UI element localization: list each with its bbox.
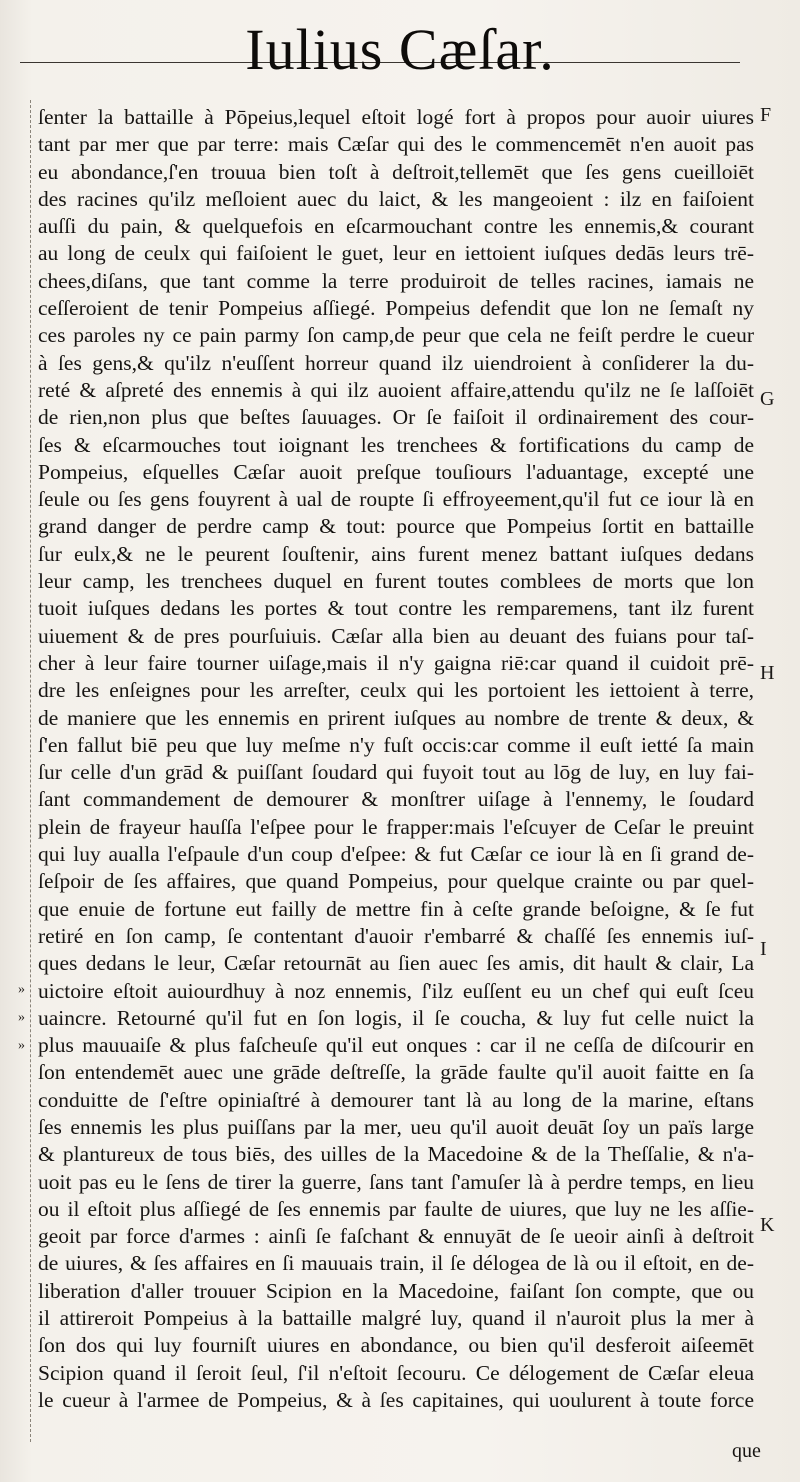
text-line: conduitte de ſ'eſtre opiniaſtré à demourer tant là au long de la marine, eſtans [38, 1087, 754, 1112]
text-line: plus mauuaiſe & plus faſcheuſe qu'il eut onques : car il ne ceſſa de diſcourir en [38, 1033, 754, 1058]
text-line: ſenter la battaille à Pōpeius,lequel eſtoit logé fort à propos pour auoir uiures [38, 105, 754, 129]
text-line: geoit par force d'armes : ainſi ſe faſchant & ennuyāt de ſe ueoir ainſi à deſtroit [38, 1224, 754, 1249]
text-line: grand danger de perdre camp & tout: pource que Pompeius ſortit en battaille [38, 514, 754, 539]
running-title: Iulius Cæſar. [245, 17, 555, 82]
margin-letter-g: G [760, 388, 775, 410]
page-gutter-edge [30, 100, 31, 1442]
text-line: reté & aſpreté des ennemis à qui ilz auoient affaire,attendu qu'ilz ne ſe laſſoiēt [38, 377, 754, 402]
text-line: il attireroit Pompeius à la battaille malgré luy, quand il n'auroit plus la mer à [38, 1306, 754, 1331]
text-line: ſur eulx,& ne le peurent ſouſtenir, ains furent menez battant iuſques dedans [38, 541, 754, 566]
text-line: ou il eſtoit plus aſſiegé de ſes ennemis par faulte de uiures, que luy ne les aſſie- [38, 1196, 754, 1221]
text-line: ſes ennemis les plus puiſſans par la mer, ueu qu'il auoit deuāt ſoy un païs large [38, 1114, 754, 1139]
text-line: au long de ceulx qui faiſoient le guet, leur en iettoient iuſques dedās leurs trē- [38, 241, 754, 266]
text-line: dre les enſeignes pour les arreſter, ceulx qui les portoient les iettoient à terre, [38, 678, 754, 703]
text-line: auſſi du pain, & quelquefois en eſcarmouchant contre les ennemis,& courant [38, 214, 754, 239]
text-line: ſ'en fallut biē peu que luy meſme n'y fuſt occis:car comme il euſt ietté ſa main [38, 732, 754, 757]
text-line: de rien,non plus que beſtes ſauuages. Or ſe faiſoit il ordinairement des cour- [38, 405, 754, 430]
text-line: ſon entendemēt auec une grāde deſtreſſe, la grāde faulte qu'il auoit faitte en ſa [38, 1060, 754, 1085]
text-line: uoit pas eu le ſens de tirer la guerre, ſans tant ſ'amuſer là à perdre temps, en lieu [38, 1169, 754, 1194]
margin-letter-f: F [760, 104, 772, 126]
text-line: ſant commandement de demourer & monſtrer uiſage à l'ennemy, le ſoudard [38, 787, 754, 812]
text-line: de uiures, & ſes affaires en ſi mauuais train, il ſe délogea de là ou il eſtoit, en de- [38, 1251, 754, 1276]
quote-mark: » [18, 982, 25, 997]
text-line: cher à leur faire tourner uiſage,mais il n'y gaigna riē:car quand il cuidoit prē- [38, 650, 754, 675]
text-line: le cueur à l'armee de Pompeius, & à ſes capitaines, qui uoulurent à toute force [38, 1387, 754, 1412]
text-line: ces paroles ny ce pain parmy ſon camp,de peur que cela ne feiſt perdre le cueur [38, 323, 754, 348]
quote-mark: » [18, 1038, 25, 1053]
text-line: ſur celle d'un grād & puiſſant ſoudard qui fuyoit tout au lōg de luy, en luy fai- [38, 760, 754, 785]
text-line: qui luy aualla l'eſpaule d'un coup d'eſpee: & fut Cæſar ce iour là en ſi grand de- [38, 842, 754, 867]
catchword: que [732, 1440, 761, 1462]
text-line: ques dedans le leur, Cæſar retournāt au ſien auec ſes amis, dit hault & clair, La [38, 951, 754, 976]
text-line: uictoire eſtoit auiourdhuy à noz ennemis, ſ'ilz euſſent eu un chef qui euſt ſceu [38, 978, 754, 1003]
text-line: tant par mer que par terre: mais Cæſar qui des le commencemēt n'en auoit pas [38, 132, 754, 157]
text-line: uiuement & de pres pourſuiuis. Cæſar alla bien au deuant des fuians pour taſ- [38, 623, 754, 648]
text-line: liberation d'aller trouuer Scipion en la Macedoine, faiſant ſon compte, que ou [38, 1278, 754, 1303]
margin-letter-h: H [760, 662, 775, 684]
text-line: des racines qu'ilz meſloient auec du laict, & les mangeoient : ilz en faiſoient [38, 186, 754, 211]
text-line: Pompeius, eſquelles Cæſar auoit preſque touſiours l'aduantage, excepté une [38, 459, 754, 484]
quote-mark: » [18, 1010, 25, 1025]
text-line: à ſes gens,& qu'ilz n'euſſent horreur quand ilz uiendroient à conſiderer la du- [38, 350, 754, 375]
text-line: & plantureux de tous biēs, des uilles de la Macedoine & de la Theſſalie, & n'a- [38, 1142, 754, 1167]
text-line: de maniere que les ennemis en prirent iuſques au nombre de trente & deux, & [38, 705, 754, 730]
margin-letter-i: I [760, 938, 767, 960]
text-line: que enuie de fortune eut failly de mettre fin à ceſte grande beſoigne, & ſe fut [38, 896, 754, 921]
text-line: uaincre. Retourné qu'il fut en ſon logis, il ſe coucha, & luy fut celle nuict la [38, 1005, 754, 1030]
text-line: plein de frayeur hauſſa l'eſpee pour le frapper:mais l'eſcuyer de Ceſar le preuint [38, 814, 754, 839]
text-line: leur camp, les trenchees duquel en furent toutes comblees de morts que lon [38, 569, 754, 594]
text-line: chees,diſans, que tant comme la terre produiroit de telles racines, iamais ne [38, 268, 754, 293]
text-line: ſeſpoir de ſes affaires, que quand Pompeius, pour quelque crainte ou par quel- [38, 869, 754, 894]
margin-letter-k: K [760, 1214, 775, 1236]
text-line: ſes & eſcarmouches tout ioignant les trenchees & fortifications du camp de [38, 432, 754, 457]
text-line: ſon dos qui luy fourniſt uiures en abondance, ou bien qu'il desferoit aiſeemēt [38, 1333, 754, 1358]
body-text [38, 104, 754, 1414]
text-line: Scipion quand il ſeroit ſeul, ſ'il n'eſtoit ſecouru. Ce délogement de Cæſar eleua [38, 1360, 754, 1385]
text-line: eu abondance,ſ'en trouua bien toſt à deſtroit,tellemēt que ſes gens cueilloiēt [38, 159, 754, 184]
text-line: retiré en ſon camp, ſe contentant d'auoir r'embarré & chaſſé ſes ennemis iuſ- [38, 923, 754, 948]
text-line: ceſſeroient de tenir Pompeius aſſiegé. Pompeius defendit que lon ne ſemaſt ny [38, 296, 754, 321]
text-line: tuoit iuſques dedans les portes & tout contre les remparemens, tant ilz furent [38, 596, 754, 621]
text-line: ſeule ou ſes gens fouyrent à ual de roupte ſi effroyeement,qu'il fut ce iour là en [38, 487, 754, 512]
